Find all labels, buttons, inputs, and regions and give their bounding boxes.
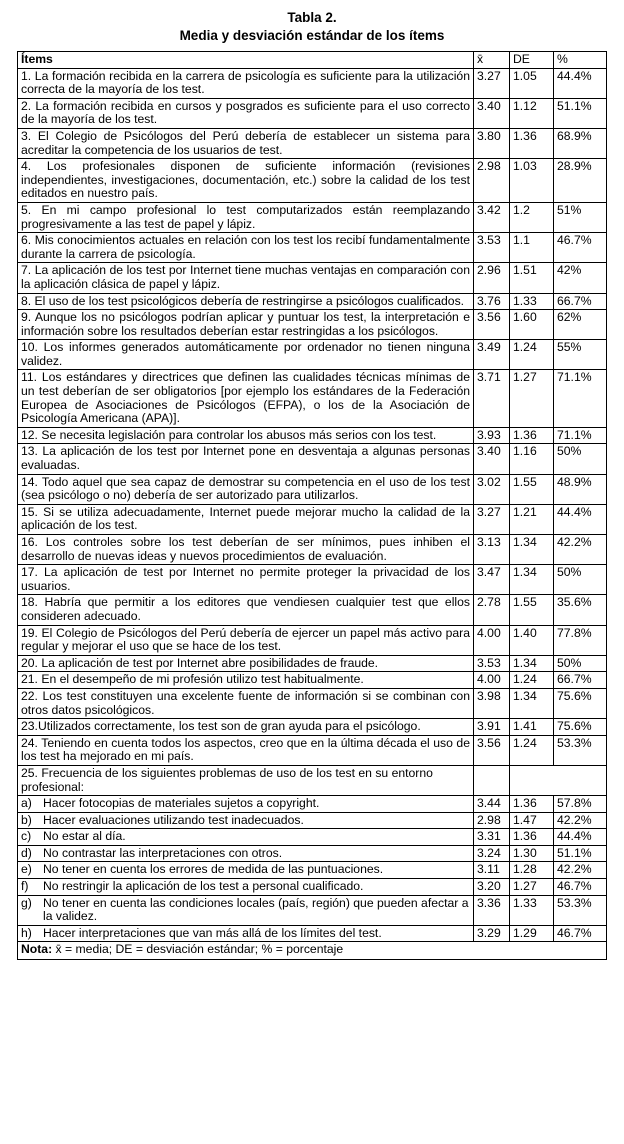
item-mean: 3.56 (474, 310, 510, 340)
subitem (21, 863, 470, 877)
item-text: 9. Aunque los no psicólogos podrían aplicar y puntuar los test, la interpretación e información sobre los resultados deberían estar restringidas a los psicólogos. (18, 310, 474, 340)
items-table (17, 51, 607, 960)
subitem-label: a) (21, 796, 32, 811)
item-sd: 1.33 (510, 895, 554, 925)
item-pct: 48.9% (554, 474, 607, 504)
item-pct: 75.6% (554, 688, 607, 718)
item-sd: 1.36 (510, 128, 554, 158)
header-sd: DE (510, 52, 554, 69)
subitem-text: Hacer fotocopias de materiales sujetos a copyright. (43, 796, 320, 811)
item-pct: 75.6% (554, 719, 607, 736)
item-sd: 1.1 (510, 233, 554, 263)
item-mean: 3.20 (474, 879, 510, 896)
subitem-text: No restringir la aplicación de los test a personal cualificado. (43, 879, 364, 894)
table-row (18, 625, 607, 655)
item-pct: 57.8% (554, 796, 607, 813)
item-pct: 46.7% (554, 233, 607, 263)
table-row (18, 474, 607, 504)
item-sd: 1.05 (510, 68, 554, 98)
item-sd: 1.16 (510, 444, 554, 474)
item-mean: 3.53 (474, 233, 510, 263)
item-sd: 1.41 (510, 719, 554, 736)
item-pct: 44.4% (554, 68, 607, 98)
header-row (18, 52, 607, 69)
item-pct: 42% (554, 263, 607, 293)
subitem-cell (18, 812, 474, 829)
table-row (18, 159, 607, 203)
header-mean: x̄ (474, 52, 510, 69)
subitem-text: No tener en cuenta las condiciones locales (país, región) que pueden afectar a la validez. (43, 895, 469, 924)
item-sd: 1.36 (510, 427, 554, 444)
table-row (18, 535, 607, 565)
item-mean: 3.40 (474, 98, 510, 128)
item-mean: 3.31 (474, 829, 510, 846)
item-pct: 71.1% (554, 370, 607, 427)
item-text: 3. El Colegio de Psicólogos del Perú debería de establecer un sistema para acreditar la competencia de los usuarios de test. (18, 128, 474, 158)
table-row (18, 427, 607, 444)
item-sd: 1.36 (510, 796, 554, 813)
table-body (18, 68, 607, 959)
table-row (18, 128, 607, 158)
item-mean: 3.29 (474, 925, 510, 942)
table-row (18, 340, 607, 370)
item-mean: 3.27 (474, 504, 510, 534)
table-row-note (18, 942, 607, 960)
item-mean: 2.98 (474, 812, 510, 829)
item-text: 8. El uso de los test psicológicos debería de restringirse a psicólogos cualificados. (18, 293, 474, 310)
item-pct: 66.7% (554, 672, 607, 689)
item-sd: 1.24 (510, 672, 554, 689)
item-mean: 3.40 (474, 444, 510, 474)
item-sd: 1.34 (510, 535, 554, 565)
item-mean: 3.11 (474, 862, 510, 879)
item-mean: 3.80 (474, 128, 510, 158)
section25-heading: 25. Frecuencia de los siguientes problemas de uso de los test en su entorno profesional: (18, 765, 474, 795)
item-sd: 1.27 (510, 370, 554, 427)
subitem (21, 830, 470, 844)
item-mean: 3.42 (474, 202, 510, 232)
item-sd: 1.34 (510, 655, 554, 672)
subitem-cell (18, 796, 474, 813)
item-sd: 1.30 (510, 845, 554, 862)
item-sd: 1.28 (510, 862, 554, 879)
item-text: 21. En el desempeño de mi profesión utilizo test habitualmente. (18, 672, 474, 689)
item-pct: 51.1% (554, 98, 607, 128)
item-text: 19. El Colegio de Psicólogos del Perú debería de ejercer un papel más activo para regular y mejorar el uso que se hace de los test. (18, 625, 474, 655)
table-row (18, 862, 607, 879)
subitem (21, 927, 470, 941)
item-pct: 71.1% (554, 427, 607, 444)
table-note (18, 942, 607, 960)
subitem-label: d) (21, 845, 32, 860)
table-row (18, 263, 607, 293)
item-mean: 3.36 (474, 895, 510, 925)
item-pct: 50% (554, 444, 607, 474)
item-sd: 1.51 (510, 263, 554, 293)
table-row (18, 735, 607, 765)
item-sd: 1.2 (510, 202, 554, 232)
item-mean: 3.56 (474, 735, 510, 765)
item-sd: 1.27 (510, 879, 554, 896)
item-mean: 3.76 (474, 293, 510, 310)
item-mean: 3.24 (474, 845, 510, 862)
item-text: 17. La aplicación de test por Internet no permite proteger la privacidad de los usuarios. (18, 565, 474, 595)
item-pct: 44.4% (554, 829, 607, 846)
empty-cell (510, 765, 607, 795)
item-pct: 68.9% (554, 128, 607, 158)
item-pct: 66.7% (554, 293, 607, 310)
item-mean: 2.78 (474, 595, 510, 625)
table-row (18, 895, 607, 925)
item-text: 24. Teniendo en cuenta todos los aspectos, creo que en la última década el uso de los test ha mejorado en mi país. (18, 735, 474, 765)
subitem-cell (18, 925, 474, 942)
item-pct: 28.9% (554, 159, 607, 203)
item-text: 7. La aplicación de los test por Internet tiene muchas ventajas en comparación con la aplicación clásica de papel y lápiz. (18, 263, 474, 293)
item-pct: 50% (554, 565, 607, 595)
table-row (18, 829, 607, 846)
item-mean: 3.93 (474, 427, 510, 444)
header-items: Ítems (18, 52, 474, 69)
subitem (21, 880, 470, 894)
subitem-cell (18, 845, 474, 862)
table-row (18, 925, 607, 942)
item-pct: 53.3% (554, 895, 607, 925)
item-pct: 44.4% (554, 504, 607, 534)
header-pct: % (554, 52, 607, 69)
item-mean: 3.44 (474, 796, 510, 813)
subitem-label: f) (21, 879, 29, 894)
subitem-label: b) (21, 812, 32, 827)
item-mean: 3.53 (474, 655, 510, 672)
table-row (18, 504, 607, 534)
subitem (21, 847, 470, 861)
table-row-section25 (18, 765, 607, 795)
subitem-label: c) (21, 829, 32, 844)
table-row (18, 233, 607, 263)
item-mean: 4.00 (474, 625, 510, 655)
item-pct: 35.6% (554, 595, 607, 625)
table-row (18, 879, 607, 896)
item-sd: 1.34 (510, 688, 554, 718)
table-row (18, 293, 607, 310)
subitem (21, 897, 470, 924)
item-mean: 3.71 (474, 370, 510, 427)
subitem (21, 797, 470, 811)
item-sd: 1.29 (510, 925, 554, 942)
table-row (18, 565, 607, 595)
item-text: 6. Mis conocimientos actuales en relación con los test los recibí fundamentalmente durante la carrera de psicología. (18, 233, 474, 263)
item-pct: 51.1% (554, 845, 607, 862)
item-sd: 1.24 (510, 735, 554, 765)
table-row (18, 655, 607, 672)
item-mean: 3.47 (474, 565, 510, 595)
item-text: 1. La formación recibida en la carrera de psicología es suficiente para la utilización correcta de la mayoría de los test. (18, 68, 474, 98)
item-sd: 1.60 (510, 310, 554, 340)
table-row (18, 444, 607, 474)
item-mean: 3.13 (474, 535, 510, 565)
item-text: 11. Los estándares y directrices que definen las cualidades técnicas mínimas de un test deberían de ser obligatorios [por ejemplo los estándares de la Federación Europea de Asociaciones de Psicólogos (EFPA), o los de la Asociación de Psicología Americana (APA)]. (18, 370, 474, 427)
item-pct: 50% (554, 655, 607, 672)
item-text: 16. Los controles sobre los test deberían de ser mínimos, pues inhiben el desarrollo de nuevas ideas y nuevos procedimientos de evaluación. (18, 535, 474, 565)
subitem-label: g) (21, 895, 32, 910)
table-subtitle: Media y desviación estándar de los ítems (179, 28, 445, 43)
item-sd: 1.34 (510, 565, 554, 595)
item-mean: 2.98 (474, 159, 510, 203)
subitem-text: No estar al día. (43, 829, 126, 844)
item-text: 13. La aplicación de los test por Internet pone en desventaja a algunas personas evaluadas. (18, 444, 474, 474)
note-label: Nota: (21, 942, 53, 957)
item-sd: 1.21 (510, 504, 554, 534)
table-row (18, 845, 607, 862)
item-sd: 1.36 (510, 829, 554, 846)
subitem (21, 814, 470, 828)
item-text: 15. Si se utiliza adecuadamente, Internet puede mejorar mucho la calidad de la aplicación de los test. (18, 504, 474, 534)
table-row (18, 796, 607, 813)
subitem-label: h) (21, 925, 32, 940)
item-sd: 1.33 (510, 293, 554, 310)
item-text: 14. Todo aquel que sea capaz de demostrar su competencia en el uso de los test (sea psicólogo o no) debería de ser autorizado para utilizarlos. (18, 474, 474, 504)
item-text: 5. En mi campo profesional lo test computarizados están reemplazando progresivamente a las test de papel y lápiz. (18, 202, 474, 232)
item-pct: 46.7% (554, 879, 607, 896)
table-row (18, 370, 607, 427)
item-text: 2. La formación recibida en cursos y posgrados es suficiente para el uso correcto de la mayoría de los test. (18, 98, 474, 128)
note-symbol: x̄ (55, 942, 62, 957)
subitem-cell (18, 895, 474, 925)
subitem-text: Hacer evaluaciones utilizando test inadecuados. (43, 812, 304, 827)
item-text: 4. Los profesionales disponen de suficiente información (revisiones independientes, investigaciones, documentación, etc.) sobre la calidad de los test editados en nuestro país. (18, 159, 474, 203)
table-row (18, 98, 607, 128)
table-row (18, 202, 607, 232)
table-row (18, 595, 607, 625)
subitem-cell (18, 879, 474, 896)
item-mean: 4.00 (474, 672, 510, 689)
subitem-text: No tener en cuenta los errores de medida de las puntuaciones. (43, 862, 384, 877)
item-mean: 3.49 (474, 340, 510, 370)
item-mean: 3.98 (474, 688, 510, 718)
item-pct: 42.2% (554, 862, 607, 879)
item-pct: 42.2% (554, 535, 607, 565)
item-text: 20. La aplicación de test por Internet abre posibilidades de fraude. (18, 655, 474, 672)
subitem-text: Hacer interpretaciones que van más allá de los límites del test. (43, 925, 382, 940)
table-title: Tabla 2. (287, 10, 337, 25)
item-text: 23.Utilizados correctamente, los test son de gran ayuda para el psicólogo. (18, 719, 474, 736)
item-text: 12. Se necesita legislación para controlar los abusos más serios con los test. (18, 427, 474, 444)
item-pct: 46.7% (554, 925, 607, 942)
item-sd: 1.55 (510, 595, 554, 625)
item-sd: 1.40 (510, 625, 554, 655)
item-sd: 1.12 (510, 98, 554, 128)
item-pct: 53.3% (554, 735, 607, 765)
item-sd: 1.47 (510, 812, 554, 829)
item-pct: 55% (554, 340, 607, 370)
table-row (18, 310, 607, 340)
table-row (18, 68, 607, 98)
item-mean: 3.27 (474, 68, 510, 98)
empty-cell (474, 765, 510, 795)
item-text: 18. Habría que permitir a los editores que vendiesen cualquier test que ellos consideren adecuado. (18, 595, 474, 625)
table-row (18, 672, 607, 689)
item-text: 10. Los informes generados automáticamente por ordenador no tienen ninguna validez. (18, 340, 474, 370)
table-row (18, 719, 607, 736)
item-pct: 51% (554, 202, 607, 232)
item-mean: 3.91 (474, 719, 510, 736)
note-text: = media; DE = desviación estándar; % = porcentaje (61, 942, 344, 957)
item-pct: 62% (554, 310, 607, 340)
item-sd: 1.55 (510, 474, 554, 504)
item-sd: 1.03 (510, 159, 554, 203)
subitem-cell (18, 829, 474, 846)
table-row (18, 812, 607, 829)
item-pct: 42.2% (554, 812, 607, 829)
subitem-text: No contrastar las interpretaciones con otros. (43, 845, 283, 860)
subitem-cell (18, 862, 474, 879)
subitem-label: e) (21, 862, 32, 877)
table-row (18, 688, 607, 718)
item-text: 22. Los test constituyen una excelente fuente de información si se combinan con otros datos psicológicos. (18, 688, 474, 718)
item-mean: 2.96 (474, 263, 510, 293)
item-pct: 77.8% (554, 625, 607, 655)
item-mean: 3.02 (474, 474, 510, 504)
item-sd: 1.24 (510, 340, 554, 370)
